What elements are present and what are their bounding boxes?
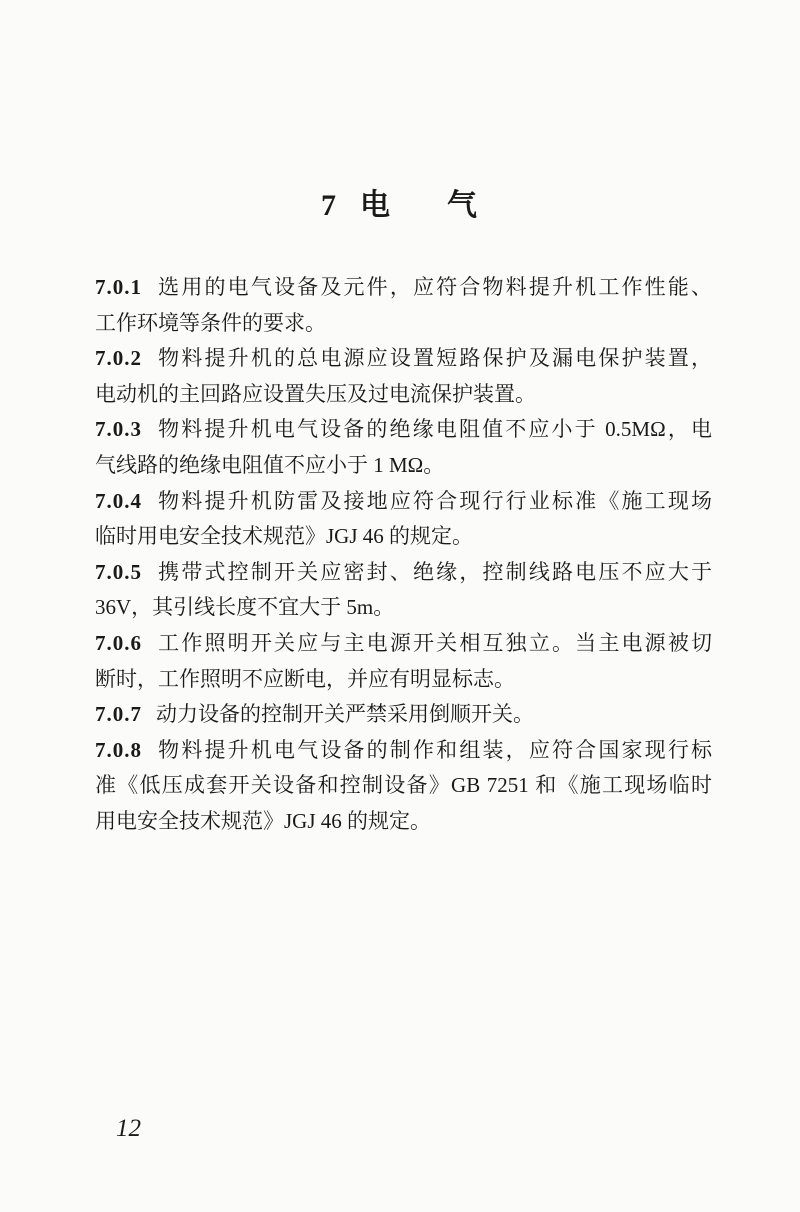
clause-text: 动力设备的控制开关严禁采用倒顺开关。 — [156, 702, 534, 727]
clause — [95, 626, 712, 697]
clause — [95, 733, 712, 840]
clause-number: 7.0.2 — [95, 346, 142, 371]
clause-line — [95, 555, 712, 591]
clause-text: 用电安全技术规范》JGJ 46 的规定。 — [95, 808, 432, 833]
clause — [95, 484, 712, 555]
clause-line — [95, 662, 712, 698]
clause-text: 物料提升机电气设备的绝缘电阻值不应小于 0.5MΩ，电 — [156, 417, 712, 442]
clause-text: 临时用电安全技术规范》JGJ 46 的规定。 — [95, 524, 474, 549]
clause-number: 7.0.5 — [95, 559, 142, 584]
clause-text: 物料提升机防雷及接地应符合现行行业标准《施工现场 — [156, 488, 712, 513]
clauses — [95, 270, 712, 840]
clause-line — [95, 626, 712, 662]
clause-line — [95, 412, 712, 448]
clause-line — [95, 733, 712, 769]
clause-text: 气线路的绝缘电阻值不应小于 1 MΩ。 — [95, 452, 445, 477]
clause-number: 7.0.4 — [95, 488, 142, 513]
chapter-title-char: 气 — [447, 189, 479, 222]
clause-text: 工作环境等条件的要求。 — [95, 310, 326, 335]
clause — [95, 697, 712, 733]
clause-line — [95, 448, 712, 484]
clause-line — [95, 768, 712, 804]
chapter-title — [0, 180, 800, 224]
clause-line — [95, 519, 712, 555]
clause-number: 7.0.6 — [95, 630, 142, 655]
clause-line — [95, 697, 712, 733]
clause — [95, 341, 712, 412]
clause-line — [95, 804, 712, 840]
clause-line — [95, 306, 712, 342]
clause-line — [95, 341, 712, 377]
clause-text: 物料提升机电气设备的制作和组装，应符合国家现行标 — [156, 737, 712, 762]
clause-number: 7.0.8 — [95, 737, 142, 762]
clause-text: 电动机的主回路应设置失压及过电流保护装置。 — [95, 381, 536, 406]
clause-line — [95, 484, 712, 520]
chapter-title-char: 电 — [360, 189, 392, 222]
clause-number: 7.0.1 — [95, 275, 142, 299]
page-number: 12 — [116, 1115, 141, 1142]
clause-text: 准《低压成套开关设备和控制设备》GB 7251 和《施工现场临时 — [95, 773, 712, 798]
clause — [95, 555, 712, 626]
clause-number: 7.0.3 — [95, 417, 142, 442]
clause-text: 选用的电气设备及元件，应符合物料提升机工作性能、 — [156, 275, 712, 299]
clause-number: 7.0.7 — [95, 702, 142, 727]
clause-line — [95, 270, 712, 306]
clause — [95, 412, 712, 483]
clause-line — [95, 590, 712, 626]
clause-line — [95, 377, 712, 413]
clause-text: 断时，工作照明不应断电，并应有明显标志。 — [95, 666, 515, 691]
clause-text: 物料提升机的总电源应设置短路保护及漏电保护装置， — [156, 346, 712, 371]
chapter-number: 7 — [321, 189, 338, 222]
clause-text: 工作照明开关应与主电源开关相互独立。当主电源被切 — [156, 630, 712, 655]
clause-text: 36V，其引线长度不宜大于 5m。 — [95, 595, 395, 620]
clause — [95, 270, 712, 341]
clause-text: 携带式控制开关应密封、绝缘，控制线路电压不应大于 — [156, 559, 712, 584]
